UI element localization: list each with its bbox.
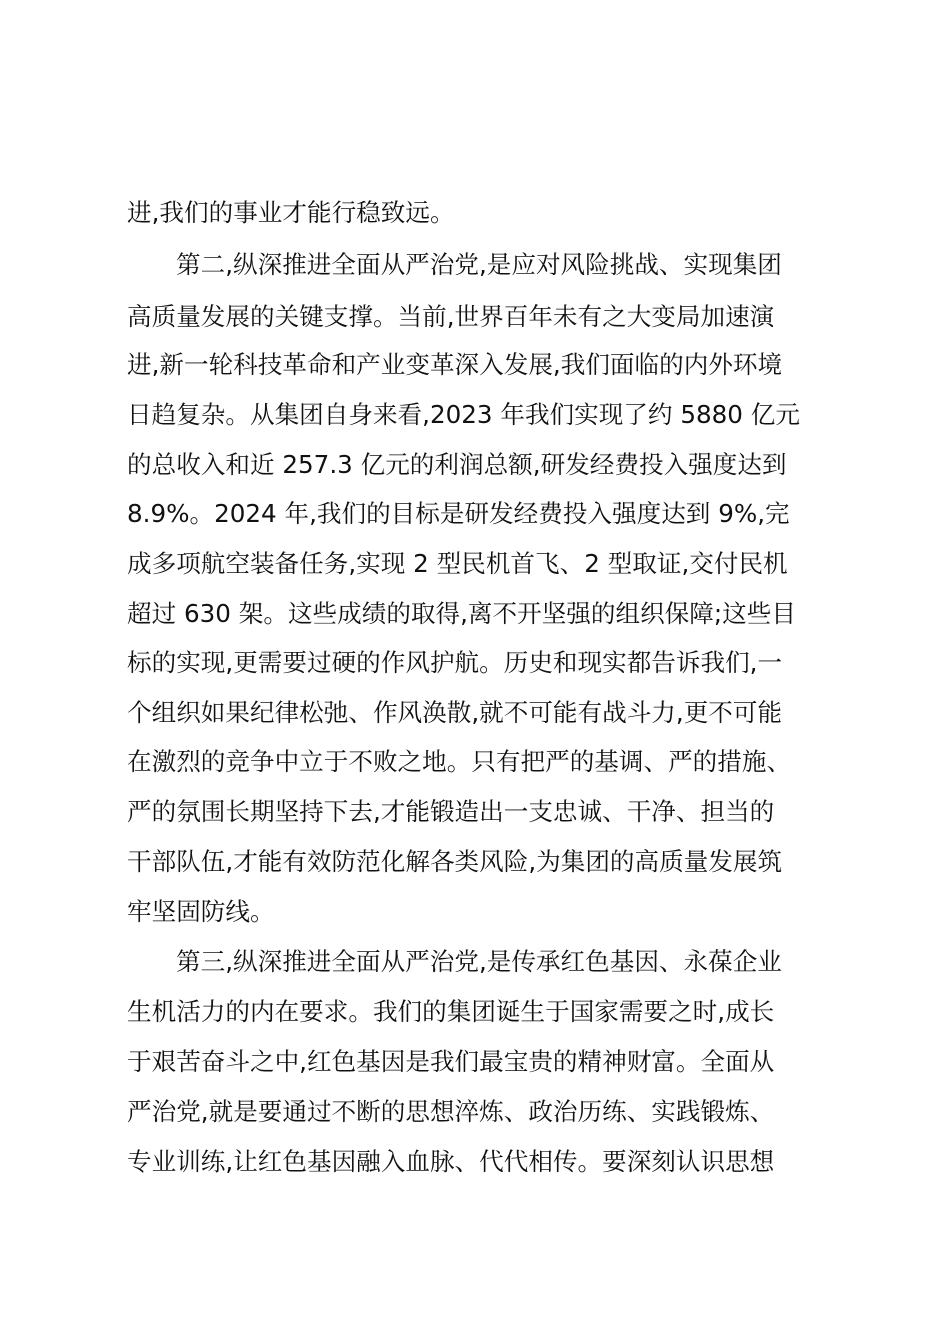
paragraph-2-first-line: 第二,纵深推进全面从严治党,是应对风险挑战、实现集团 [176, 250, 782, 279]
text-line: 严的氛围长期坚持下去,才能锻造出一支忠诚、干净、担当的 [127, 797, 775, 826]
text-line: 在激烈的竞争中立于不败之地。只有把严的基调、严的措施、 [127, 747, 792, 776]
text-line: 日趋复杂。从集团自身来看,2023 年我们实现了约 5880 亿元 [127, 400, 800, 429]
text-line: 个组织如果纪律松弛、作风涣散,就不可能有战斗力,更不可能 [127, 698, 783, 727]
text-line: 8.9%。2024 年,我们的目标是研发经费投入强度达到 9%,完 [127, 499, 790, 528]
text-line: 于艰苦奋斗之中,红色基因是我们最宝贵的精神财富。全面从 [127, 1047, 775, 1076]
text-line: 高质量发展的关键支撑。当前,世界百年未有之大变局加速演 [127, 302, 775, 331]
paragraph-3-first-line: 第三,纵深推进全面从严治党,是传承红色基因、永葆企业 [176, 947, 782, 976]
text-line: 进,新一轮科技革命和产业变革深入发展,我们面临的内外环境 [127, 350, 783, 379]
text-line: 牢坚固防线。 [127, 897, 275, 926]
text-line: 超过 630 架。这些成绩的取得,离不开坚强的组织保障;这些目 [127, 599, 796, 628]
text-line: 进,我们的事业才能行稳致远。 [127, 198, 455, 227]
text-line: 生机活力的内在要求。我们的集团诞生于国家需要之时,成长 [127, 997, 775, 1026]
text-line: 专业训练,让红色基因融入血脉、代代相传。要深刻认识思想 [127, 1147, 775, 1176]
text-line: 成多项航空装备任务,实现 2 型民机首飞、2 型取证,交付民机 [127, 549, 788, 578]
text-line: 标的实现,更需要过硬的作风护航。历史和现实都告诉我们,一 [127, 648, 783, 677]
text-line: 干部队伍,才能有效防范化解各类风险,为集团的高质量发展筑 [127, 847, 783, 876]
text-line: 严治党,就是要通过不断的思想淬炼、政治历练、实践锻炼、 [127, 1097, 775, 1126]
text-line: 的总收入和近 257.3 亿元的利润总额,研发经费投入强度达到 [127, 450, 787, 479]
